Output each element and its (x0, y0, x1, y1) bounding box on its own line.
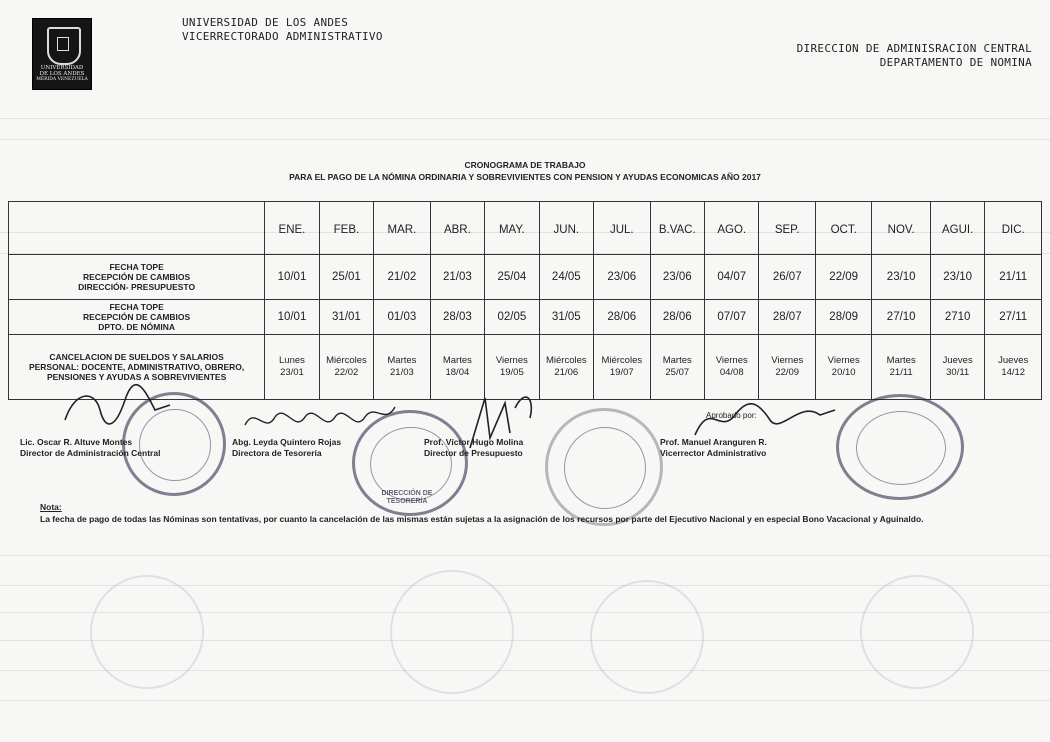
signatory-role: Directora de Tesorería (232, 448, 322, 458)
signatory-role: Vicerrector Administrativo (660, 448, 767, 458)
date-cell: 28/03 (430, 300, 484, 335)
header-empty-cell (9, 202, 265, 255)
date-cell: 24/05 (539, 255, 593, 300)
month-header: DIC. (985, 202, 1042, 255)
row-label-line: DPTO. DE NÓMINA (98, 322, 176, 332)
date-cell: 27/10 (872, 300, 931, 335)
row-label (9, 300, 265, 335)
month-header: NOV. (872, 202, 931, 255)
stamp-line: DIRECCIÓN DE (381, 490, 433, 497)
signatory-aranguren (660, 437, 767, 459)
payment-day: Martes (662, 355, 692, 366)
month-header: MAY. (485, 202, 539, 255)
payment-date: 21/11 (889, 367, 913, 378)
university-logo (32, 18, 92, 90)
approved-by-label: Aprobado por: (706, 411, 757, 420)
signatory-name: Lic. Oscar R. Altuve Montes (20, 437, 133, 447)
row-label-line: FECHA TOPE (109, 302, 164, 312)
month-header: MAR. (374, 202, 430, 255)
payment-day: Jueves (998, 355, 1029, 366)
date-cell: 23/10 (872, 255, 931, 300)
signatory-name: Prof. Manuel Aranguren R. (660, 437, 767, 447)
row-label-line: DIRECCIÓN- PRESUPUESTO (78, 282, 196, 292)
month-header: OCT. (815, 202, 871, 255)
payment-day: Lunes (279, 355, 305, 366)
month-header: JUL. (594, 202, 650, 255)
header-row (9, 202, 1042, 255)
university-stamp (545, 408, 663, 526)
date-cell: 28/06 (650, 300, 704, 335)
signatory-altuve (20, 437, 160, 459)
month-header: AGO. (705, 202, 759, 255)
date-cell: 31/01 (319, 300, 373, 335)
payment-day: Miércoles (601, 355, 643, 366)
payment-date: 30/11 (946, 367, 970, 378)
date-cell: 25/04 (485, 255, 539, 300)
date-cell: 21/02 (374, 255, 430, 300)
signature-altuve (55, 380, 175, 440)
vice-rector-stamp (836, 394, 964, 500)
signatory-molina (424, 437, 523, 459)
payment-date: 23/01 (280, 367, 304, 378)
month-header: ABR. (430, 202, 484, 255)
payment-date: 19/05 (499, 367, 524, 378)
payment-cell (759, 335, 815, 400)
stamp-line: TESORERÍA (386, 498, 428, 505)
payment-day: Viernes (771, 355, 804, 366)
date-cell: 28/07 (759, 300, 815, 335)
table-row (9, 255, 1042, 300)
date-cell: 01/03 (374, 300, 430, 335)
document-title: CRONOGRAMA DE TRABAJO (464, 160, 586, 170)
date-cell: 23/06 (594, 255, 650, 300)
month-header: ENE. (265, 202, 319, 255)
signatory-role: Director de Administración Central (20, 448, 161, 458)
signatory-name: Prof. Víctor Hugo Molina (424, 437, 524, 447)
date-cell: 10/01 (265, 255, 319, 300)
date-cell: 2710 (930, 300, 984, 335)
row-label-line: PERSONAL: DOCENTE, ADMINISTRATIVO, OBRERO, (28, 362, 245, 372)
payment-day: Miércoles (545, 355, 587, 366)
payment-day: Viernes (495, 355, 528, 366)
note-label: Nota: (40, 502, 62, 512)
payment-day: Viernes (827, 355, 860, 366)
payment-date: 14/12 (1001, 367, 1026, 378)
shield-icon (47, 27, 81, 65)
payment-cell (930, 335, 984, 400)
signatory-role: Director de Presupuesto (424, 448, 523, 458)
vice-rectorate-name: VICERRECTORADO ADMINISTRATIVO (182, 30, 383, 43)
row-label (9, 255, 265, 300)
row-label-line: RECEPCIÓN DE CAMBIOS (83, 272, 191, 282)
payment-date: 21/06 (554, 367, 579, 378)
payment-cell (374, 335, 430, 400)
payment-day: Martes (387, 355, 417, 366)
payment-cell (872, 335, 931, 400)
date-cell: 10/01 (265, 300, 319, 335)
month-header: FEB. (319, 202, 373, 255)
signatory-name: Abg. Leyda Quintero Rojas (232, 437, 342, 447)
date-cell: 04/07 (705, 255, 759, 300)
row-label-line: FECHA TOPE (109, 262, 164, 272)
schedule-table (8, 201, 1042, 400)
signatory-quintero (232, 437, 341, 459)
payment-date: 22/02 (334, 367, 359, 378)
payment-cell (594, 335, 650, 400)
direction-name: DIRECCION DE ADMINISRACION CENTRAL (796, 42, 1032, 55)
payment-cell (705, 335, 759, 400)
date-cell: 26/07 (759, 255, 815, 300)
table-row (9, 300, 1042, 335)
treasury-stamp-text (372, 490, 442, 506)
payment-date: 25/07 (665, 367, 690, 378)
payment-date: 21/03 (390, 367, 414, 378)
payment-date: 22/09 (775, 367, 800, 378)
payment-date: 04/08 (719, 367, 744, 378)
payment-cell (985, 335, 1042, 400)
payment-day: Miércoles (326, 355, 367, 366)
payment-cell (265, 335, 319, 400)
date-cell: 28/06 (594, 300, 650, 335)
logo-text: MÉRIDA VENEZUELA (36, 77, 88, 82)
payment-day: Martes (442, 355, 472, 366)
payment-day: Martes (886, 355, 916, 366)
date-cell: 28/09 (815, 300, 871, 335)
university-name: UNIVERSIDAD DE LOS ANDES (182, 16, 349, 29)
logo-text: UNIVERSIDAD (40, 65, 84, 71)
date-cell: 22/09 (815, 255, 871, 300)
payment-day: Jueves (942, 355, 973, 366)
date-cell: 02/05 (485, 300, 539, 335)
department-name: DEPARTAMENTO DE NOMINA (879, 56, 1032, 69)
date-cell: 21/03 (430, 255, 484, 300)
month-header: AGUI. (930, 202, 984, 255)
month-header: JUN. (539, 202, 593, 255)
date-cell: 25/01 (319, 255, 373, 300)
payment-cell (319, 335, 373, 400)
payment-date: 19/07 (609, 367, 634, 378)
row-label-line: RECEPCIÓN DE CAMBIOS (83, 312, 191, 322)
logo-text: DE LOS ANDES (39, 71, 85, 77)
payment-cell (815, 335, 871, 400)
payment-date: 18/04 (445, 367, 470, 378)
payment-date: 20/10 (831, 367, 856, 378)
month-header: SEP. (759, 202, 815, 255)
date-cell: 23/10 (930, 255, 984, 300)
date-cell: 23/06 (650, 255, 704, 300)
note-text: La fecha de pago de todas las Nóminas son tentativas, por cuanto la cancelación de las mismas están sujetas a la asignación de los recursos por parte del Ejecutivo Nacional y en especial Bono Vacacional y Aguinaldo. (40, 514, 924, 524)
payment-cell (539, 335, 593, 400)
payment-day: Viernes (715, 355, 748, 366)
date-cell: 27/11 (985, 300, 1042, 335)
date-cell: 31/05 (539, 300, 593, 335)
document-subtitle: PARA EL PAGO DE LA NÓMINA ORDINARIA Y SOBREVIVIENTES CON PENSION Y AYUDAS ECONOMICAS AÑO 2017 (289, 172, 761, 182)
month-header: B.VAC. (650, 202, 704, 255)
row-label-line: CANCELACION DE SUELDOS Y SALARIOS (49, 352, 224, 362)
row-label-line: PENSIONES Y AYUDAS A SOBREVIVIENTES (46, 372, 227, 382)
date-cell: 07/07 (705, 300, 759, 335)
payment-cell (650, 335, 704, 400)
date-cell: 21/11 (985, 255, 1042, 300)
